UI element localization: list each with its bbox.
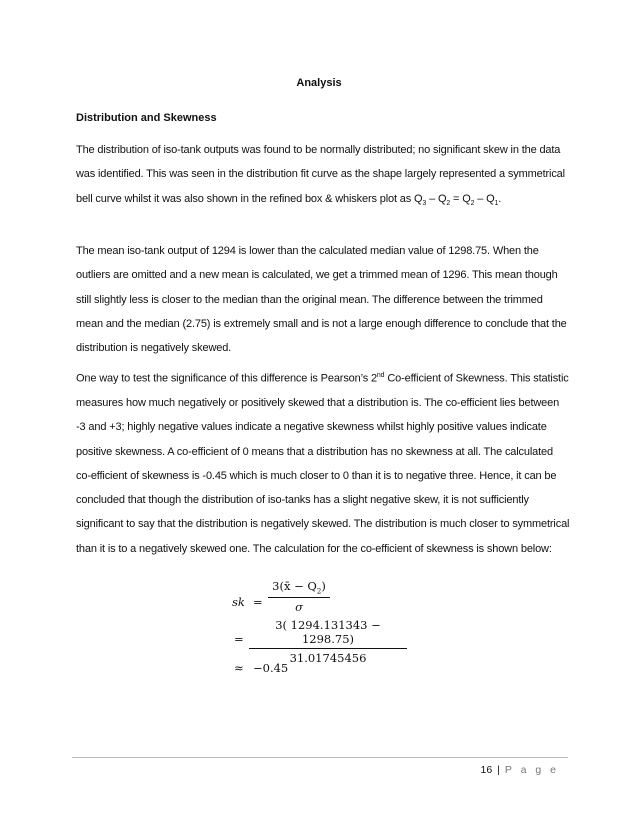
fraction-values: [249, 618, 407, 665]
fraction-values-numerator: 3( 1294.131343 − 1298.75): [275, 618, 381, 646]
equation-lhs: sk: [232, 595, 245, 609]
paragraph-mean-median: The mean iso-tank output of 1294 is lower than the calculated median value of 1298.75. When the outliers are omitted and a new mean is calculated, we get a trimmed mean of 1296. This mean though still slightly less is closer to the median than the original mean. The difference between the trimmed mean and the median (2.75) is extremely small and is not a large enough difference to conclude that the distribution is negatively skewed.: [76, 245, 567, 355]
paragraph-1-mid-3: – Q: [474, 192, 495, 205]
q2-subscript-b: 2: [470, 199, 475, 207]
equation-result: −0.45: [253, 661, 289, 675]
paragraph-3-text-b: Co-efficient of Skewness. This statistic measures how much negatively or positively skewed that a distribution is. The co-efficient lies between -3 and +3; highly negative values indicate a negative skewness whilst highly positive values indicate positive skewness. A co-efficient of 0 means that a distribution has no skewness at all. The calculated co-efficient of skewness is -0.45 which is much closer to 0 than it is to negative three. Hence, it can be concluded that though the distribution of iso-tanks has a slight negative skew, it is not sufficiently significant to say that the distribution is negatively skewed. The distribution is much closer to symmetrical than it is to a negatively skewed one. The calculation for the co-efficient of skewness is shown below:: [76, 372, 570, 555]
fraction-values-bar: [249, 648, 407, 649]
section-heading: Distribution and Skewness: [76, 112, 217, 124]
page-title: Analysis: [296, 77, 342, 89]
page-number: 16: [480, 764, 493, 776]
paragraph-skewness: [76, 364, 570, 561]
footer-separator: |: [497, 764, 500, 776]
numerator-close: ): [321, 579, 326, 593]
paragraph-3-text-a: One way to test the significance of this difference is Pearson’s 2: [76, 372, 377, 385]
fraction-formula-numerator: [268, 579, 330, 595]
q3-subscript: 3: [422, 199, 427, 207]
equation-equals-2: =: [234, 632, 244, 646]
fraction-formula-bar: [268, 597, 330, 598]
ordinal-superscript: nd: [376, 372, 385, 379]
equation-equals-1: =: [253, 595, 263, 609]
q2-subscript-a: 2: [446, 199, 451, 207]
paragraph-1-mid-2: = Q: [450, 192, 471, 205]
page-footer: [480, 764, 559, 776]
paragraph-1-text: The distribution of iso-tank outputs was found to be normally distributed; no significant skew in the data was identified. This was seen in the distribution fit curve as the shape largely represented a symmetrical bell curve whilst it was also shown in the refined box & whiskers plot as Q: [76, 144, 565, 205]
fraction-values-denominator: 31.01745456: [289, 651, 367, 665]
page-label: P a g e: [504, 764, 559, 776]
q1-subscript: 1: [494, 199, 499, 207]
equation-approx: ≈: [234, 661, 244, 675]
fraction-formula-denominator: σ: [295, 600, 303, 615]
numerator-subscript: 2: [316, 587, 322, 596]
numerator-text: 3(x̄ − Q: [272, 579, 317, 593]
paragraph-1-end: .: [498, 192, 502, 205]
fraction-formula: [268, 579, 330, 614]
paragraph-distribution: [76, 138, 570, 216]
paragraph-1-mid-1: – Q: [426, 192, 447, 205]
footer-divider: [72, 757, 568, 758]
